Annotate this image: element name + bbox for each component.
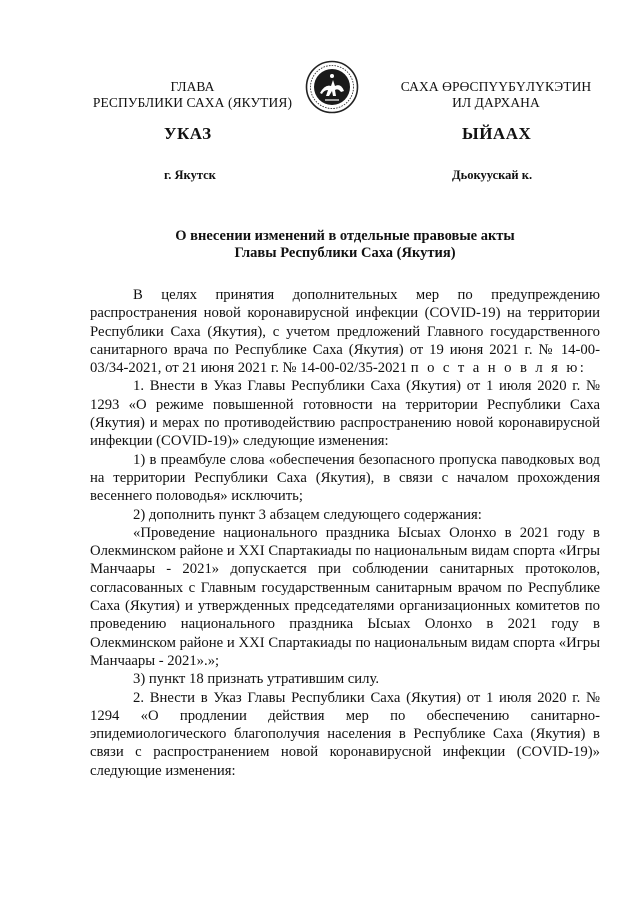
paragraph-1: 1. Внести в Указ Главы Республики Саха (Якутия) от 1 июля 2020 г. № 1293 «О режиме повышенной готовности на территории Республики Саха (Якутия) и мерах по противодействию распространению новой коронавирусной инфекции (COVID-19)» следующие изменения: (90, 378, 600, 450)
document-body (90, 286, 600, 780)
preamble-paragraph (90, 286, 600, 377)
paragraph-2: 2. Внести в Указ Главы Республики Саха (Якутия) от 1 июля 2020 г. № 1294 «О продлении действия мер по обеспечению санитарно-эпидемиологического благополучия населения в Республике Саха (Якутия) в связи с распространением новой коронавирусной инфекции (COVID-19)» следующие изменения: (90, 689, 600, 779)
issuer-title-russian (80, 79, 305, 111)
heading-line-2: Главы Республики Саха (Якутия) (234, 245, 456, 261)
issuer-line-2: РЕСПУБЛИКИ САХА (ЯКУТИЯ) (92, 95, 293, 110)
place-yakut: Дьокуускай к. (452, 168, 533, 182)
coat-of-arms-icon (305, 60, 359, 114)
preamble-text: В целях принятия дополнительных мер по предупреждению распространения новой коронавирусной инфекции (COVID-19) на территории Республики Саха (Якутия), с учетом предложений Главного государственного санитарного врача по Республике Саха (Якутия) от 19 июня 2021 г. № 14-00-03/34-2021, от 21 июня 2021 г. № 14-00-02/35-2021 (90, 287, 600, 377)
issuer-line-1-yakut: САХА ӨРӨСПҮҮБҮЛҮКЭТИН (400, 79, 592, 94)
issuer-line-2-yakut: ИЛ ДАРХАНА (452, 95, 540, 110)
heading-line-1: О внесении изменений в отдельные правовые акты (175, 228, 515, 244)
issuer-line-1: ГЛАВА (170, 79, 215, 94)
subparagraph-1-3: 3) пункт 18 признать утратившим силу. (133, 671, 380, 688)
document-type-russian: УКАЗ (164, 124, 212, 143)
decree-word: п о с т а н о в л я ю: (410, 360, 587, 377)
subparagraph-1-1: 1) в преамбуле слова «обеспечения безопасного пропуска паводковых вод на территории Республики Саха (Якутия), в связи с началом прохождения весеннего половодья» исключить; (90, 451, 600, 505)
issuer-title-yakut (392, 79, 600, 111)
document-type-yakut: ЫЙААХ (462, 124, 532, 143)
subparagraph-1-2: 2) дополнить пункт 3 абзацем следующего содержания: (133, 506, 482, 523)
place-russian: г. Якутск (164, 168, 216, 182)
quoted-paragraph: «Проведение национального праздника Ысыах Олонхо в 2021 году в Олекминском районе и XXI Спартакиады по национальным видам спорта «Игры Манчаары - 2021» допускается при соблюдении санитарных протоколов, согласованных с Главным государственным санитарным врачом по Республике Саха (Якутия) и утвержденных председателями организационных комитетов по проведению национального праздника Ысыах Олонхо в 2021 году в Олекминском районе и XXI Спартакиады по национальным видам спорта «Игры Манчаары - 2021».»; (90, 524, 600, 669)
document-heading (90, 228, 600, 262)
